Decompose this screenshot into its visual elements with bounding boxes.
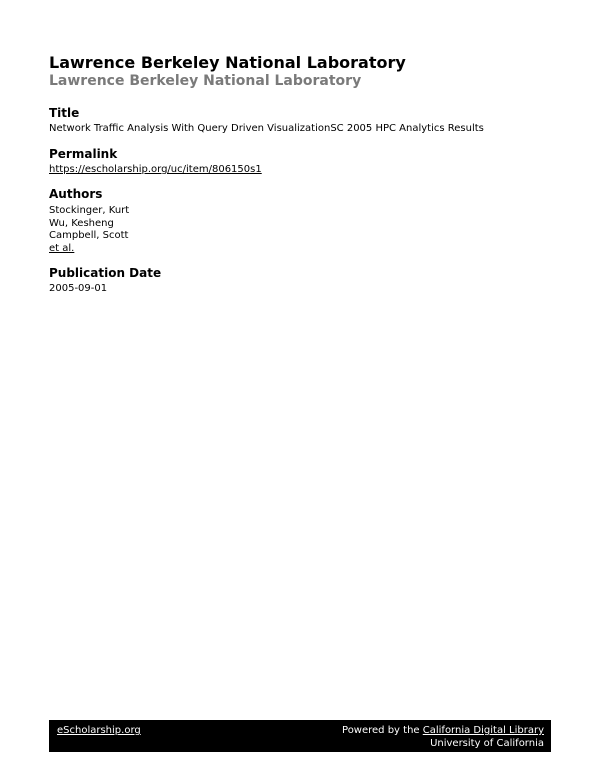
permalink-link[interactable]: https://escholarship.org/uc/item/806150s1 (49, 164, 262, 175)
author-item: Campbell, Scott (49, 230, 129, 241)
university-text: University of California (430, 738, 544, 749)
footer-bar (49, 720, 551, 752)
authors-heading: Authors (49, 187, 103, 201)
organization-subtitle: Lawrence Berkeley National Laboratory (49, 73, 362, 89)
et-al-link[interactable]: et al. (49, 242, 75, 254)
escholarship-link[interactable]: eScholarship.org (57, 725, 141, 736)
organization-title: Lawrence Berkeley National Laboratory (49, 53, 406, 72)
powered-by-text: Powered by the (342, 725, 423, 736)
paper-title: Network Traffic Analysis With Query Driven VisualizationSC 2005 HPC Analytics Results (49, 123, 484, 134)
publication-date-heading: Publication Date (49, 266, 162, 280)
title-heading: Title (49, 106, 80, 120)
permalink-heading: Permalink (49, 147, 118, 161)
cdl-link[interactable]: California Digital Library (422, 725, 544, 736)
author-item: Wu, Kesheng (49, 217, 114, 229)
authors-list (49, 205, 129, 255)
author-item: Stockinger, Kurt (49, 205, 130, 216)
publication-date: 2005-09-01 (49, 283, 108, 294)
footer-credits (342, 724, 544, 750)
